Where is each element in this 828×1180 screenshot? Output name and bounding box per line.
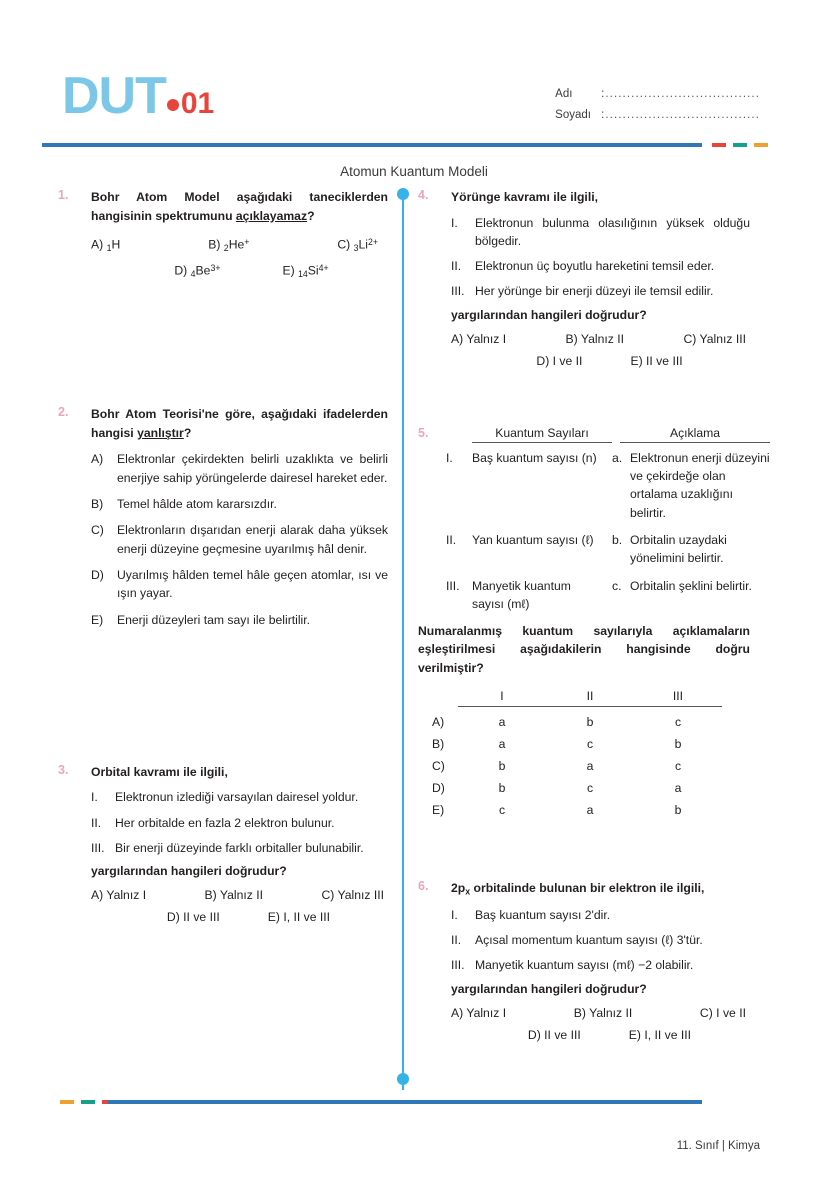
question-5	[418, 425, 770, 817]
q5-row-1-num: I.	[446, 450, 453, 465]
q2-option-d-label: D)	[91, 567, 104, 582]
question-3	[58, 763, 388, 924]
q6-statement-3	[451, 956, 750, 974]
question-2-stem	[91, 405, 388, 442]
q5-grid-row-c-c1: b	[498, 759, 506, 773]
question-3-number: 3.	[58, 762, 69, 777]
q1-opt-b-label: B)	[208, 237, 221, 252]
q1-option-b[interactable]	[208, 237, 249, 253]
q5-grid-row-c[interactable]	[418, 759, 750, 773]
logo-text: DUT	[62, 67, 166, 125]
q6-statement-1-text: Baş kuantum sayısı 2'dir.	[475, 907, 611, 922]
q6-statement-2-text: Açısal momentum kuantum sayısı (ℓ) 3'tür.	[475, 933, 703, 948]
question-3-statements	[91, 788, 388, 857]
q3-option-e[interactable]: E) I, II ve III	[267, 910, 331, 925]
q5-grid-row-a[interactable]	[418, 715, 750, 729]
question-6-statements	[451, 906, 750, 975]
question-6	[418, 879, 750, 1042]
q2-option-b-label: B)	[91, 497, 104, 512]
q3-statement-3	[91, 839, 388, 857]
q1-option-a[interactable]	[91, 237, 120, 253]
q4-options-row-1	[451, 332, 750, 346]
surname-colon: :	[601, 109, 605, 121]
q5-grid-row-d-label: D)	[432, 781, 445, 795]
dash-teal-icon	[81, 1100, 95, 1104]
question-1-options-row-1	[91, 237, 388, 253]
q1-option-d[interactable]	[174, 263, 220, 279]
q5-grid-row-d[interactable]	[418, 781, 750, 795]
q3-statement-1-label: I.	[91, 790, 98, 805]
q5-head-right-text: Açıklama	[620, 426, 770, 443]
surname-label: Soyadı	[555, 109, 591, 121]
header-dash-group	[712, 143, 768, 147]
q2-option-c[interactable]	[91, 521, 388, 558]
q5-grid-row-a-c1: a	[498, 715, 506, 729]
q6-stem-post: orbitalinde bulunan bir elektron ile ilgili,	[470, 881, 705, 895]
question-4-options	[451, 332, 750, 368]
question-6-number: 6.	[418, 879, 429, 893]
question-5-answer-grid	[418, 689, 750, 817]
question-2-number: 2.	[58, 405, 69, 420]
q3-option-a[interactable]: A) Yalnız I	[91, 888, 147, 903]
footer-label: 11. Sınıf | Kimya	[676, 1140, 760, 1152]
q5-grid-row-e-c1: c	[498, 803, 506, 817]
brand-logo	[62, 67, 215, 125]
name-label: Adı	[555, 88, 573, 100]
q5-grid-row-b[interactable]	[418, 737, 750, 751]
q1-opt-b-sup: +	[244, 237, 250, 248]
question-1-number: 1.	[58, 188, 69, 202]
q5-row-2-right: Orbitalin uzaydaki yönelimini belirtir.	[630, 532, 727, 566]
q5-grid-row-b-c1: a	[498, 737, 506, 751]
q4-option-e[interactable]: E) II ve III	[630, 353, 683, 368]
q4-statement-2-text: Elektronun üç boyutlu hareketini temsil eder.	[475, 259, 715, 274]
q2-stem-before: Bohr Atom Teorisi'ne göre, aşağıdaki ifadelerden hangisi	[91, 407, 388, 440]
question-3-closing: yargılarından hangileri doğrudur?	[91, 864, 287, 879]
q5-row-1-left: Baş kuantum sayısı (n)	[472, 450, 597, 465]
question-4-closing: yargılarından hangileri doğrudur?	[451, 307, 647, 322]
q1-opt-d-label: D)	[174, 263, 188, 278]
dash-orange-icon	[754, 143, 768, 147]
q5-grid-row-b-label: B)	[432, 737, 445, 751]
q4-statement-2	[451, 257, 750, 275]
q6-options-row-2	[451, 1028, 750, 1042]
q1-stem-after: ?	[307, 208, 315, 223]
q5-row-3-num: III.	[446, 578, 460, 593]
q2-stem-underline: yanlıştır	[137, 425, 184, 440]
q5-grid-row-e-label: E)	[432, 803, 445, 817]
q5-row-3-left: Manyetik kuantum sayısı (mℓ)	[472, 578, 571, 611]
q5-table-headers	[446, 426, 750, 443]
q1-opt-e-sym: Si	[307, 263, 319, 278]
q1-opt-a-label: A)	[91, 237, 104, 252]
q4-option-d[interactable]: D) I ve II	[536, 353, 583, 368]
q5-grid-row-d-c2: c	[586, 781, 594, 795]
q2-option-d-text: Uyarılmış hâlden temel hâle geçen atomlar, ısı ve ışın yayar.	[117, 567, 388, 601]
q5-row-2-letter: b.	[612, 532, 623, 547]
logo-dot-icon	[167, 99, 179, 111]
surname-row	[555, 109, 760, 121]
footer-rule	[108, 1100, 702, 1104]
q5-row-3-right: Orbitalin şeklini belirtir.	[630, 578, 752, 593]
q5-row-3-letter: c.	[612, 578, 622, 593]
q6-statement-2	[451, 931, 750, 949]
q5-row-1-letter: a.	[612, 450, 623, 465]
q1-opt-d-sym: Be	[195, 263, 211, 278]
q4-statement-3-label: III.	[451, 284, 465, 299]
q5-row-1	[446, 449, 770, 522]
q2-option-e[interactable]	[91, 611, 388, 629]
q3-option-b[interactable]: B) Yalnız II	[204, 888, 264, 903]
q3-statement-2	[91, 814, 388, 832]
q6-option-c[interactable]: C) I ve II	[699, 1005, 746, 1020]
q5-grid-row-c-c2: a	[586, 759, 594, 773]
question-1-stem	[91, 188, 388, 225]
question-2	[58, 405, 388, 628]
q6-statement-3-label: III.	[451, 958, 465, 973]
q3-statement-1-text: Elektronun izlediği varsayılan dairesel yoldur.	[115, 790, 359, 805]
q6-statement-1	[451, 906, 750, 924]
q1-opt-e-label: E)	[282, 263, 295, 278]
question-6-closing: yargılarından hangileri doğrudur?	[451, 981, 647, 996]
q1-opt-c-sub: 3	[353, 243, 359, 254]
question-4	[418, 188, 750, 368]
q5-grid-row-d-c3: a	[674, 781, 682, 795]
q5-grid-row-b-c2: c	[586, 737, 594, 751]
name-input-line[interactable]: ....................................	[605, 88, 760, 100]
q5-grid-header-row	[418, 689, 750, 707]
q5-row-2-left: Yan kuantum sayısı (ℓ)	[472, 532, 594, 547]
q3-statement-2-text: Her orbitalde en fazla 2 elektron bulunur.	[115, 815, 335, 830]
q2-option-b-text: Temel hâlde atom kararsızdır.	[117, 497, 277, 512]
q5-grid-header-1: I	[458, 689, 546, 707]
q3-option-c[interactable]: C) Yalnız III	[321, 888, 384, 903]
q2-option-d[interactable]	[91, 566, 388, 603]
dash-teal-icon	[733, 143, 747, 147]
question-6-options	[451, 1006, 750, 1042]
q4-statement-3	[451, 282, 750, 300]
q5-grid-row-d-c1: b	[498, 781, 506, 795]
q4-option-a[interactable]: A) Yalnız I	[451, 331, 507, 346]
q2-stem-after: ?	[183, 425, 192, 440]
q6-option-b[interactable]: B) Yalnız II	[573, 1005, 633, 1020]
question-4-number: 4.	[418, 188, 429, 202]
q1-opt-a-sym: H	[111, 237, 121, 252]
q2-option-a-label: A)	[91, 452, 104, 467]
name-colon: :	[601, 88, 605, 100]
q6-stem-sub: x	[465, 886, 471, 897]
q1-opt-a-sub: 1	[106, 243, 112, 254]
q5-grid-row-a-c2: b	[586, 715, 594, 729]
question-3-stem: Orbital kavramı ile ilgili,	[91, 764, 228, 779]
question-4-stem: Yörünge kavramı ile ilgili,	[451, 190, 598, 204]
q1-opt-d-sub: 4	[190, 269, 196, 280]
q5-grid-header-2: II	[546, 689, 634, 707]
header-rule	[42, 143, 702, 147]
q6-statement-3-text: Manyetik kuantum sayısı (mℓ) −2 olabilir.	[475, 958, 694, 973]
q5-row-1-right: Elektronun enerji düzeyini ve çekirdeğe olan ortalama uzaklığını belirtir.	[630, 450, 770, 520]
q6-stem-pre: 2p	[451, 881, 466, 895]
q5-head-left-text: Kuantum Sayıları	[472, 426, 612, 443]
q1-opt-b-sub: 2	[223, 243, 229, 254]
dash-orange-icon	[60, 1100, 74, 1104]
logo-number: 01	[180, 87, 215, 120]
q1-opt-b-sym: He	[228, 237, 245, 252]
surname-input-line[interactable]: ....................................	[605, 109, 760, 121]
q4-statement-2-label: II.	[451, 259, 462, 274]
column-divider	[402, 192, 404, 1090]
q5-grid-row-e[interactable]	[418, 803, 750, 817]
q1-opt-c-sup: 2+	[368, 237, 378, 248]
q3-options-row-1	[91, 888, 388, 902]
q3-statement-1	[91, 788, 388, 806]
q5-head-right	[620, 426, 770, 443]
q5-head-left	[472, 426, 612, 443]
q6-statement-1-label: I.	[451, 907, 458, 922]
q2-option-e-label: E)	[91, 612, 104, 627]
page-header	[0, 0, 828, 150]
q3-options-row-2	[91, 910, 388, 924]
q2-option-c-label: C)	[91, 523, 104, 538]
q5-grid-row-c-c3: c	[674, 759, 682, 773]
q1-option-e[interactable]	[282, 263, 328, 279]
q1-opt-e-sup: 4+	[318, 263, 329, 274]
q5-grid-row-a-label: A)	[432, 715, 445, 729]
q5-row-3	[446, 577, 750, 614]
q1-opt-c-label: C)	[337, 237, 351, 252]
q3-statement-3-text: Bir enerji düzeyinde farklı orbitaller bulunabilir.	[115, 840, 364, 855]
q5-row-2-num: II.	[446, 532, 457, 547]
q6-option-e[interactable]: E) I, II ve III	[628, 1027, 692, 1042]
q5-row-2	[446, 531, 750, 568]
q2-option-a-text: Elektronlar çekirdekten belirli uzaklıkta ve belirli enerjiye sahip yörüngelerde dairesel hareket eder.	[117, 452, 388, 485]
q5-grid-row-b-c3: b	[674, 737, 682, 751]
q1-opt-c-sym: Li	[358, 237, 368, 252]
left-column	[58, 188, 388, 932]
q1-stem-before: Bohr Atom Model aşağıdaki taneciklerden hangisinin spektrumunu	[91, 190, 388, 223]
q5-grid-header-3: III	[634, 689, 722, 707]
q5-grid-row-a-c3: c	[674, 715, 682, 729]
question-5-closing: Numaralanmış kuantum sayılarıyla açıklamaların eşleştirilmesi aşağıdakilerin hangisinde doğru verilmiştir?	[418, 624, 750, 675]
q2-option-b[interactable]	[91, 495, 388, 513]
student-name-fields	[555, 88, 760, 130]
question-5-number: 5.	[418, 425, 429, 440]
q4-statement-3-text: Her yörünge bir enerji düzeyi ile temsil edilir.	[475, 284, 714, 299]
question-5-match-table	[446, 425, 770, 613]
q4-statement-1-label: I.	[451, 215, 458, 230]
q4-statement-1-text: Elektronun bulunma olasılığının yüksek olduğu bölgedir.	[475, 215, 750, 248]
question-4-statements	[451, 214, 750, 301]
q4-option-b[interactable]: B) Yalnız II	[565, 331, 625, 346]
q1-opt-e-sub: 14	[298, 269, 308, 280]
q2-option-e-text: Enerji düzeyleri tam sayı ile belirtilir.	[117, 612, 311, 627]
q1-opt-d-sup: 3+	[210, 263, 221, 274]
q3-option-d[interactable]: D) II ve III	[166, 910, 220, 925]
q4-option-c[interactable]: C) Yalnız III	[683, 331, 746, 346]
q5-grid-row-e-c2: a	[586, 803, 594, 817]
dash-red-icon	[712, 143, 726, 147]
page-title: Atomun Kuantum Modeli	[340, 164, 488, 179]
name-row	[555, 88, 760, 100]
q4-statement-1	[451, 214, 750, 251]
q3-statement-3-label: III.	[91, 840, 105, 855]
q6-option-d[interactable]: D) II ve III	[527, 1027, 581, 1042]
q4-options-row-2	[451, 354, 750, 368]
q1-stem-underline: açıklayamaz	[235, 208, 308, 223]
question-1-options-row-2	[91, 263, 388, 279]
question-1	[58, 188, 388, 279]
q6-options-row-1	[451, 1006, 750, 1020]
q2-option-a[interactable]	[91, 450, 388, 487]
q5-grid-row-e-c3: b	[674, 803, 682, 817]
question-2-options	[91, 450, 388, 628]
q1-option-c[interactable]	[337, 237, 378, 253]
q3-statement-2-label: II.	[91, 815, 102, 830]
question-6-stem	[451, 879, 750, 899]
q2-option-c-text: Elektronların dışarıdan enerji alarak daha yüksek enerji düzeyine geçmesine uyarılmış hâl denir.	[117, 523, 388, 556]
question-3-options	[91, 888, 388, 924]
q5-grid-row-c-label: C)	[432, 759, 445, 773]
right-column	[418, 188, 770, 1050]
q6-statement-2-label: II.	[451, 933, 462, 948]
q6-option-a[interactable]: A) Yalnız I	[451, 1005, 507, 1020]
divider-dot-bottom-icon	[397, 1073, 409, 1085]
q5-head-spacer	[446, 426, 472, 443]
